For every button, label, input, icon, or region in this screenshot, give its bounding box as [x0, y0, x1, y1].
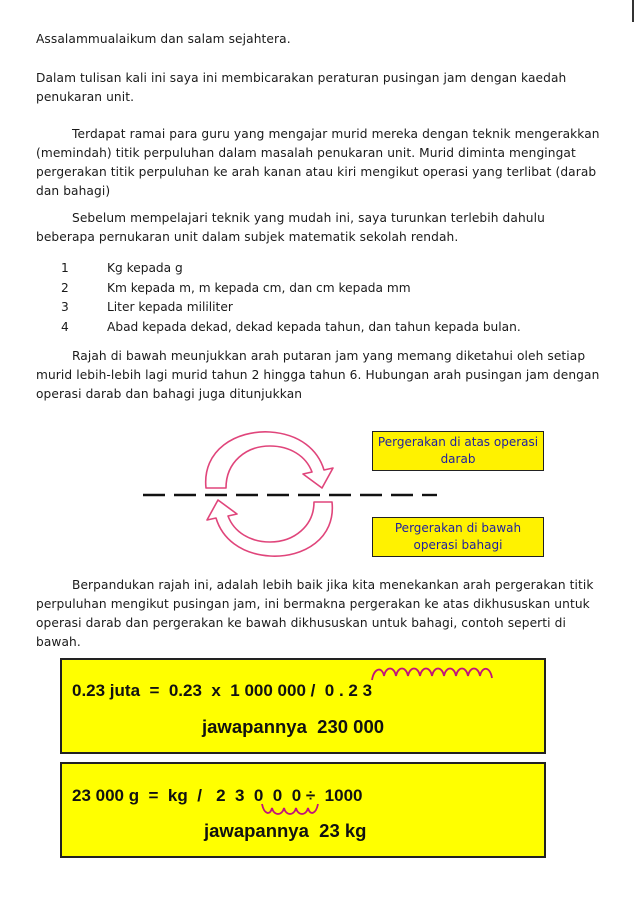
clock-direction-diagram: [0, 420, 638, 570]
greeting-text: Assalammualaikum dan salam sejahtera.: [36, 32, 291, 46]
paragraph-diagram-intro: Rajah di bawah meunjukkan arah putaran jam yang memang diketahui oleh setiap murid lebih-lebih lagi murid tahun 2 hingga tahun 6. Hubungan arah pusingan jam dengan operasi darab dan bahagi juga ditunjukkan: [36, 349, 600, 401]
list-item: [36, 298, 604, 318]
list-item-number: 2: [61, 280, 69, 295]
intro-paragraph: Dalam tulisan kali ini saya ini membicarakan peraturan pusingan jam dengan kaedah penukaran unit.: [36, 71, 567, 104]
list-item-text: Abad kepada dekad, dekad kepada tahun, dan tahun kepada bulan.: [107, 319, 521, 334]
unit-conversion-list: [36, 259, 604, 337]
example-box-divide: [60, 762, 546, 858]
decimal-move-squiggle: [370, 662, 500, 684]
list-item: [36, 259, 604, 279]
list-item-text: Km kepada m, m kepada cm, dan cm kepada mm: [107, 280, 411, 295]
example-2-answer: jawapannya 23 kg: [204, 820, 367, 841]
label-upward-multiply: Pergerakan di atas operasi darab: [372, 431, 544, 471]
paragraph-teacher-technique: Terdapat ramai para guru yang mengajar murid mereka dengan teknik mengerakkan (memindah) titik perpuluhan dalam masalah penukaran unit. Murid diminta mengingat pergerakan titik perpuluhan ke arah kanan atau kiri mengikut operasi yang terlibat (darab dan bahagi): [36, 127, 600, 198]
list-item: [36, 279, 604, 299]
paragraph-guidance: Berpandukan rajah ini, adalah lebih baik jika kita menekankan arah pergerakan titik perpuluhan mengikut pusingan jam, ini bermakna pergerakan ke atas dikhususkan untuk operasi darab dan pergerakan ke bawah dikhususkan untuk bahagi, contoh seperti di bawah.: [36, 578, 594, 649]
clockwise-lower-arrow-shape: [207, 500, 332, 556]
example-1-answer: jawapannya 230 000: [202, 716, 385, 737]
page-edge-mark: [632, 0, 634, 22]
example-2-equation: 23 000 g = kg / 2 3 0 0 0 ÷ 1000: [72, 786, 363, 805]
list-item: [36, 318, 604, 338]
label-downward-divide: Pergerakan di bawah operasi bahagi: [372, 517, 544, 557]
list-item-number: 4: [61, 319, 69, 334]
list-item-number: 1: [61, 261, 69, 275]
list-item-number: 3: [61, 300, 69, 314]
paragraph-before-learning: Sebelum mempelajari teknik yang mudah ini, saya turunkan terlebih dahulu beberapa pernukaran unit dalam subjek matematik sekolah rendah.: [36, 211, 545, 244]
example-1-equation: 0.23 juta = 0.23 x 1 000 000 / 0 . 2 3: [72, 681, 373, 700]
list-item-text: Kg kepada g: [107, 261, 183, 275]
list-item-text: Liter kepada mililiter: [107, 300, 233, 314]
clockwise-upper-arrow-shape: [206, 432, 333, 488]
example-box-multiply: [60, 658, 546, 754]
